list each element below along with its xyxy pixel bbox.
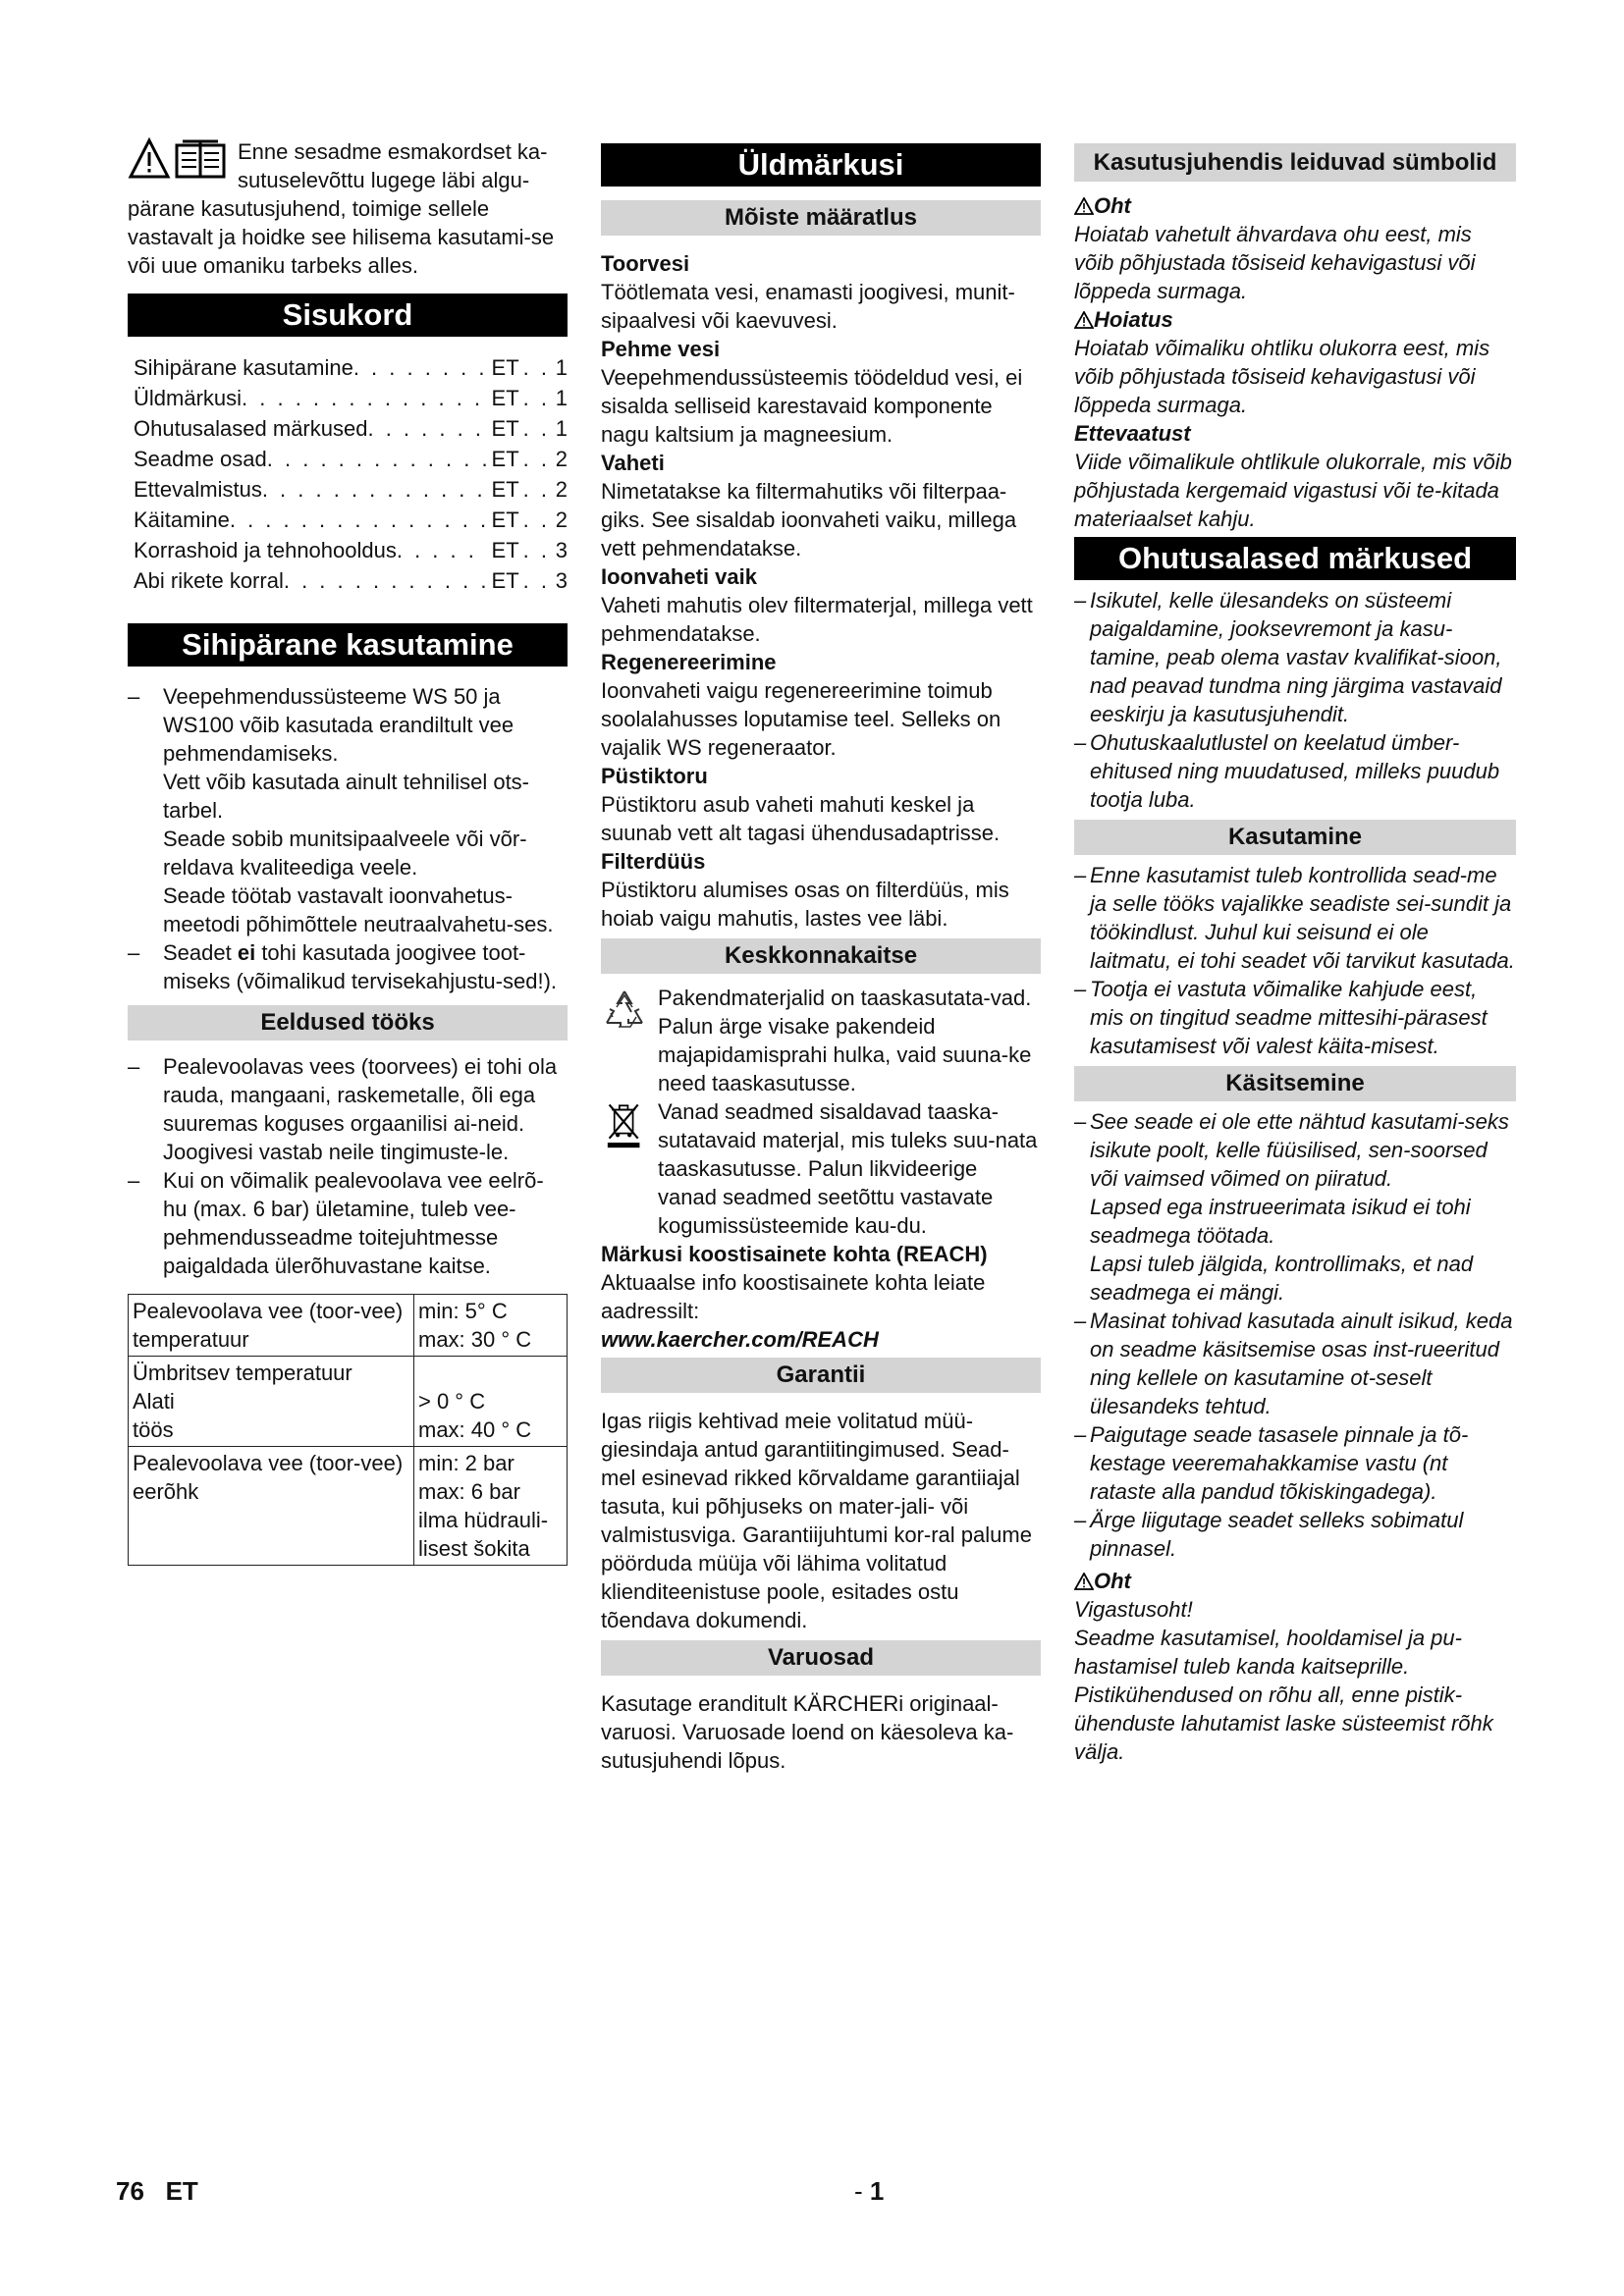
danger2-text1: Vigastusoht! — [1074, 1597, 1193, 1622]
warning-manual-icon — [128, 137, 232, 181]
intro-line2: sutuselevõttu lugege läbi algu- — [238, 168, 530, 192]
env-packaging: Pakendmaterjalid on taaskasutata-vad. Palun ärge visake pakendeid majapidamisprahi hulka, vaid suuna-ke need taaskasutusse. — [601, 984, 1041, 1097]
table-of-contents — [128, 352, 568, 596]
symbols-title: Kasutusjuhendis leiduvad sümbolid — [1074, 143, 1516, 182]
list-item: – Paigutage seade tasasele pinnale ja tõ-kestage veeremahakkamise vastu (nt rataste alla pandud tõkiskingadega). — [1074, 1422, 1469, 1504]
list-item: – See seade ei ole ette nähtud kasutami-seks isikute poolt, kelle füüsilised, sen-soorsed või vaimsed võimed on piiratud. Lapsed ega instrueerimata isikud ei tohi seadmega töötada. Lapsi tuleb jälgida, kontrollimaks, et nad seadmega ei mängi. — [1074, 1109, 1509, 1305]
toc-item[interactable]: Korrashoid ja tehnohooldus . . . ET . . 3 — [134, 535, 568, 565]
term-title: Ioonvaheti vaik — [601, 564, 757, 589]
warning-triangle-icon — [1074, 197, 1094, 215]
list-item: – Masinat tohivad kasutada ainult isikud, keda on seadme käsitsemise osas inst-rueeritud ning kellele on kasutamine ot-seselt ülesandeks tehtud. — [1074, 1308, 1513, 1418]
toc-item[interactable]: Käitamine . . . ET . . 2 — [134, 505, 568, 535]
list-item: – Enne kasutamist tuleb kontrollida sead-me ja selle tööks vajalikke seadiste sei-sundit ja töökindlust. Juhul kui seisund ei ole laitmatu, ei tohi seadet või tarvikut kasutada. — [1074, 863, 1515, 973]
environment-title: Keskkonnakaitse — [601, 938, 1041, 974]
reach-link[interactable]: www.kaercher.com/REACH — [601, 1327, 879, 1352]
danger2-label: Oht — [1074, 1567, 1516, 1595]
intended-use-title: Sihipärane kasutamine — [128, 623, 568, 667]
recycle-icon — [601, 988, 648, 1035]
caution-label: Ettevaatust — [1074, 421, 1191, 446]
list-item: – Ohutuskaalutlustel on keelatud ümber-ehitused ning muudatused, milleks puudub tootja luba. — [1074, 730, 1500, 812]
env-devices: Vanad seadmed sisaldavad taaska-sutatavaid materjal, mis tuleks suu-nata taaskasutusse. Palun likvideerige vanad seadmed seetõttu vastavate kogumissüsteemide kau-du. — [601, 1097, 1041, 1240]
handling-title: Käsitsemine — [1074, 1066, 1516, 1101]
intro-note — [128, 137, 568, 280]
warranty-text: Igas riigis kehtivad meie volitatud müü-giesindaja antud garantiitingimused. Sead-mel esinevad rikked kõrvaldame garantiiajal tasuta, kui põhjuseks on mater-jali- või valmistusviga. Garantiijuhtumi kor-ral palume pöörduda müüja või lähima volitatud klienditeenistuse poole, esitades ostu tõendava dokumendi. — [601, 1409, 1032, 1632]
term-title: Filterdüüs — [601, 849, 706, 874]
intro-line1: Enne sesadme esmakordset ka- — [238, 139, 548, 164]
reach-title: Märkusi koostisainete kohta (REACH) — [601, 1242, 988, 1266]
table-row: Pealevoolava vee (toor-vee) eerõhk min: 2 bar max: 6 bar ilma hüdrauli- lisest šokita — [129, 1447, 568, 1566]
crossed-bin-icon — [601, 1101, 648, 1148]
list-item: – Tootja ei vastuta võimalike kahjude eest, mis on tingitud seadme mittesihi-pärasest kasutamisest või valest käita-misest. — [1074, 977, 1488, 1058]
toc-item[interactable]: Sihipärane kasutamine . . . ET . . 1 — [134, 352, 568, 383]
danger-text: Hoiatab vahetult ähvardava ohu eest, mis võib põhjustada tõsiseid kehavigastusi või lõppeda surmaga. — [1074, 222, 1476, 303]
warning-text: Hoiatab võimaliku ohtliku olukorra eest, mis võib põhjustada tõsiseid kehavigastusi või lõppeda surmaga. — [1074, 336, 1490, 417]
use-title: Kasutamine — [1074, 820, 1516, 855]
section-page-number: 1 — [869, 2176, 885, 2206]
warning-triangle-icon — [1074, 311, 1094, 329]
list-item: – Kui on võimalik pealevoolava vee eelrõ-hu (max. 6 bar) ületamine, tuleb vee-pehmendusseadme toitejuhtmesse paigaldada ülerõhuvastane kaitse. — [128, 1168, 544, 1278]
spares-text: Kasutage eranditult KÄRCHERi originaal-varuosi. Varuosade loend on käesoleva ka-sutusjuhendi lõpus. — [601, 1691, 1014, 1773]
table-row: Pealevoolava vee (toor-vee) temperatuur min: 5° C max: 30 ° C — [129, 1295, 568, 1357]
term-title: Regenereerimine — [601, 650, 777, 674]
general-title: Üldmärkusi — [601, 143, 1041, 187]
warning-label: Hoiatus — [1074, 305, 1516, 334]
term-text: Ioonvaheti vaigu regenereerimine toimub soolalahusses loputamise teel. Selleks on vajalik WS regeneraator. — [601, 678, 1001, 760]
column-left — [128, 137, 568, 1566]
toc-item[interactable]: Abi rikete korral . . . ET . . 3 — [134, 565, 568, 596]
term-title: Toorvesi — [601, 251, 690, 276]
danger2-text2: Seadme kasutamisel, hooldamisel ja pu-hastamisel tuleb kanda kaitseprille. Pistikühendused on rõhu all, enne pistik-ühenduste lahutamist laske süsteemist rõhk välja. — [1074, 1626, 1493, 1764]
toc-item[interactable]: Ohutusalased märkused . . . ET . . 1 — [134, 413, 568, 444]
column-right — [1074, 143, 1516, 1766]
danger-label: Oht — [1074, 191, 1516, 220]
list-item: – Seadet ei tohi kasutada joogivee toot-miseks (võimalikud tervisekahjustu-sed!). — [128, 940, 558, 993]
spares-title: Varuosad — [601, 1640, 1041, 1676]
toc-title: Sisukord — [128, 294, 568, 337]
term-title: Püstiktoru — [601, 764, 708, 788]
term-text: Veepehmendussüsteemis töödeldud vesi, ei sisalda selliseid karestavaid komponente nagu kaltsium ja magneesium. — [601, 365, 1023, 447]
term-text: Püstiktoru asub vaheti mahuti keskel ja suunab vett alt tagasi ühendusadaptrisse. — [601, 792, 1001, 845]
page-number: 76 — [116, 2176, 144, 2206]
definitions-title: Mõiste määratlus — [601, 200, 1041, 236]
term-text: Vaheti mahutis olev filtermaterjal, millega vett pehmendatakse. — [601, 593, 1033, 646]
table-row: Ümbritsev temperatuur Alati töös > 0 ° C max: 40 ° C — [129, 1357, 568, 1447]
warranty-title: Garantii — [601, 1358, 1041, 1393]
safety-title: Ohutusalased märkused — [1074, 537, 1516, 580]
toc-item[interactable]: Ettevalmistus . . . ET . . 2 — [134, 474, 568, 505]
list-item: – Isikutel, kelle ülesandeks on süsteemi paigaldamine, jooksevremont ja kasu-tamine, peab olema vastav kvalifikat-sioon, nad peavad tundma ning järgima vastavaid eeskirju ja kasutusjuhendit. — [1074, 588, 1502, 726]
page-footer-center: - 1 — [854, 2176, 885, 2206]
page-footer-left — [116, 2177, 198, 2206]
requirements-title: Eeldused tööks — [128, 1005, 568, 1041]
column-middle — [601, 143, 1041, 1775]
reach-text: Aktuaalse info koostisainete kohta leiate aadressilt: — [601, 1270, 986, 1323]
requirements-table — [128, 1294, 568, 1566]
toc-item[interactable]: Seadme osad . . . ET . . 2 — [134, 444, 568, 474]
caution-text: Viide võimalikule ohtlikule olukorrale, mis võib põhjustada kergemaid vigastusi või te-kitada materiaalset kahju. — [1074, 450, 1512, 531]
list-item: – Ärge liigutage seadet selleks sobimatul pinnasel. — [1074, 1508, 1464, 1561]
term-text: Nimetatakse ka filtermahutiks või filterpaa-giks. See sisaldab ioonvaheti vaiku, millega vett pehmendatakse. — [601, 479, 1017, 561]
toc-item[interactable]: Üldmärkusi . . . ET . . 1 — [134, 383, 568, 413]
term-text: Töötlemata vesi, enamasti joogivesi, munit-sipaalvesi või kaevuvesi. — [601, 280, 1015, 333]
warning-triangle-icon — [1074, 1573, 1094, 1590]
intro-rest: pärane kasutusjuhend, toimige sellele vastavalt ja hoidke see hilisema kasutami-se või uue omaniku tarbeks alles. — [128, 196, 555, 278]
list-item: – Veepehmendussüsteeme WS 50 ja WS100 võib kasutada erandiltult vee pehmendamiseks. Vett võib kasutada ainult tehnilisel ots-tarbel. Seade sobib munitsipaalveele või võr-reldava kvaliteediga veele. Seade töötab vastavalt ioonvahetus-meetodi põhimõttele neutraalvahetu-ses. — [128, 684, 554, 936]
footer-language: ET — [165, 2176, 198, 2206]
list-item: – Pealevoolavas vees (toorvees) ei tohi ola rauda, mangaani, raskemetalle, õli ega suuremas koguses orgaanilisi ai-neid. Joogivesi vastab neile tingimuste-le. — [128, 1054, 558, 1164]
term-text: Püstiktoru alumises osas on filterdüüs, mis hoiab vaigu mahutis, lastes vee läbi. — [601, 878, 1009, 931]
term-title: Vaheti — [601, 451, 665, 475]
term-title: Pehme vesi — [601, 337, 721, 361]
